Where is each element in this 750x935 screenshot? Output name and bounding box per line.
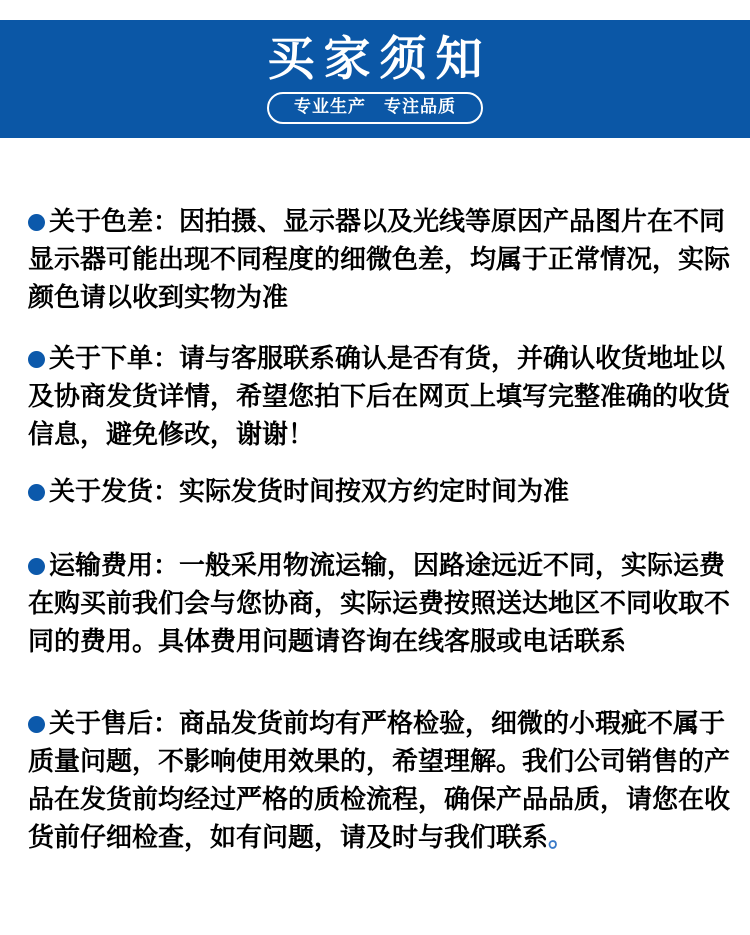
bullet-dot-icon [28, 351, 45, 368]
quality-badge [267, 92, 483, 124]
notice-content [28, 202, 731, 856]
text-line-content: 关于下单：请与客服联系确认是否有货，并确认收货地址以 [49, 343, 726, 373]
section-color-difference [28, 202, 731, 316]
bullet-dot-icon [28, 558, 45, 575]
text-line: 信息，避免修改，谢谢！ [28, 419, 315, 449]
text-line [28, 339, 726, 377]
text-line-content: 关于色差：因拍摄、显示器以及光线等原因产品图片在不同 [49, 206, 726, 236]
text-line: 同的费用。具体费用问题请咨询在线客服或电话联系 [28, 626, 627, 656]
text-line-content: 关于发货：实际发货时间按双方约定时间为准 [49, 476, 570, 506]
text-line: 质量问题，不影响使用效果的，希望理解。我们公司销售的产 [28, 746, 731, 776]
text-line-content: 运输费用：一般采用物流运输，因路途远近不同，实际运费 [49, 550, 726, 580]
text-line: 及协商发货详情，希望您拍下后在网页上填写完整准确的收货 [28, 381, 731, 411]
text-line [28, 472, 722, 510]
section-shipping [28, 472, 722, 510]
bullet-dot-icon [28, 716, 45, 733]
text-line-content: 货前仔细检查，如有问题，请及时与我们联系 [28, 822, 549, 852]
text-line: 颜色请以收到实物为准 [28, 282, 289, 312]
trailing-period: 。 [548, 822, 575, 852]
text-line [28, 704, 726, 742]
text-line: 品在发货前均经过严格的质检流程，确保产品品质，请您在收 [28, 784, 731, 814]
text-line: 在购买前我们会与您协商，实际运费按照送达地区不同收取不 [28, 588, 731, 618]
header-banner [0, 20, 750, 138]
bullet-dot-icon [28, 214, 45, 231]
page-title: 买家须知 [267, 32, 492, 85]
text-line [28, 818, 722, 856]
quality-badge-label: 专业生产 专注品质 [294, 97, 456, 117]
text-line-content: 关于售后：商品发货前均有严格检验，细微的小瑕疵不属于 [49, 708, 726, 738]
text-line [28, 546, 726, 584]
text-line [28, 202, 726, 240]
bullet-dot-icon [28, 484, 45, 501]
section-after-sales [28, 704, 731, 856]
section-ordering [28, 339, 731, 453]
text-line: 显示器可能出现不同程度的细微色差，均属于正常情况，实际 [28, 244, 731, 274]
section-freight [28, 546, 731, 660]
